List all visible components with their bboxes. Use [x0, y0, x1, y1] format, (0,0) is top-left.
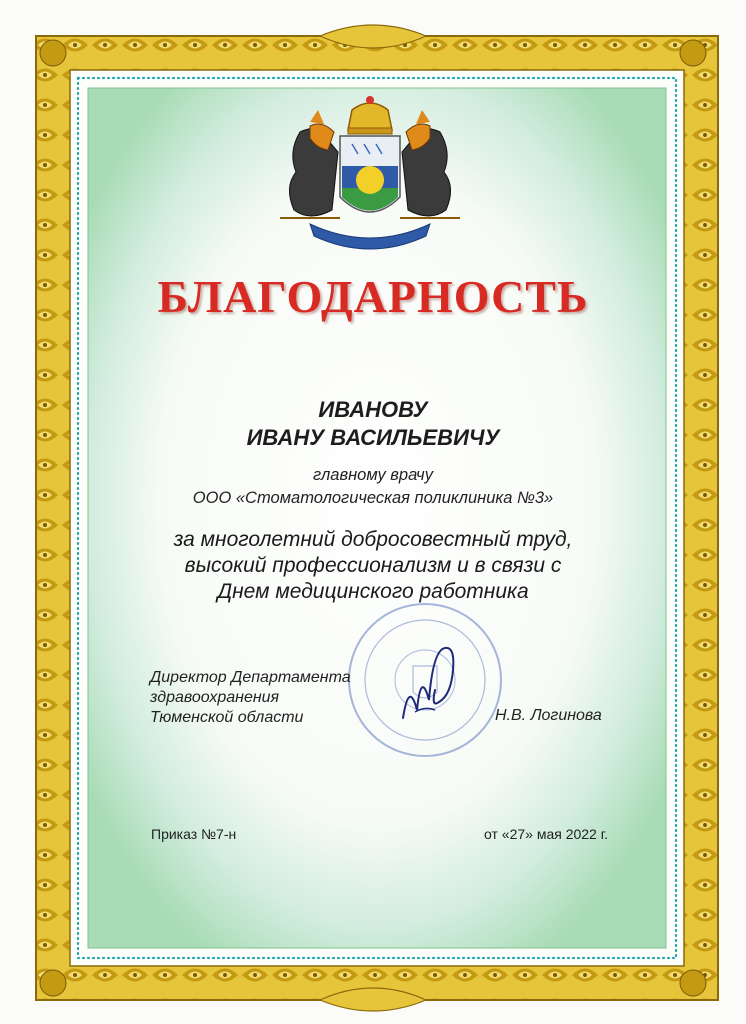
signer-title-line-3: Тюменской области: [150, 709, 304, 726]
signer-title-line-2: здравоохранения: [150, 689, 280, 706]
recipient-position: главному врачу: [313, 466, 433, 484]
signer-title-line-1: Директор Департамента: [150, 669, 351, 686]
coat-of-arms-emblem: [270, 92, 470, 262]
order-number: Приказ №7-н: [151, 826, 237, 842]
recipient-surname: ИВАНОВУ: [318, 397, 428, 422]
handwritten-signature: [395, 640, 465, 725]
merit-line-2: высокий профессионализм и в связи с: [184, 554, 562, 577]
merit-line-1: за многолетний добросовестный труд,: [173, 528, 573, 551]
signer-title: [150, 668, 351, 728]
signer-name: Н.В. Логинова: [495, 707, 602, 724]
recipient-given-names: ИВАНУ ВАСИЛЬЕВИЧУ: [246, 425, 500, 450]
certificate-title: БЛАГОДАРНОСТЬ: [157, 271, 589, 322]
merit-line-3: Днем медицинского работника: [217, 580, 529, 603]
recipient-organization: ООО «Стоматологическая поликлиника №3»: [192, 489, 554, 507]
order-date: от «27» мая 2022 г.: [484, 826, 609, 842]
